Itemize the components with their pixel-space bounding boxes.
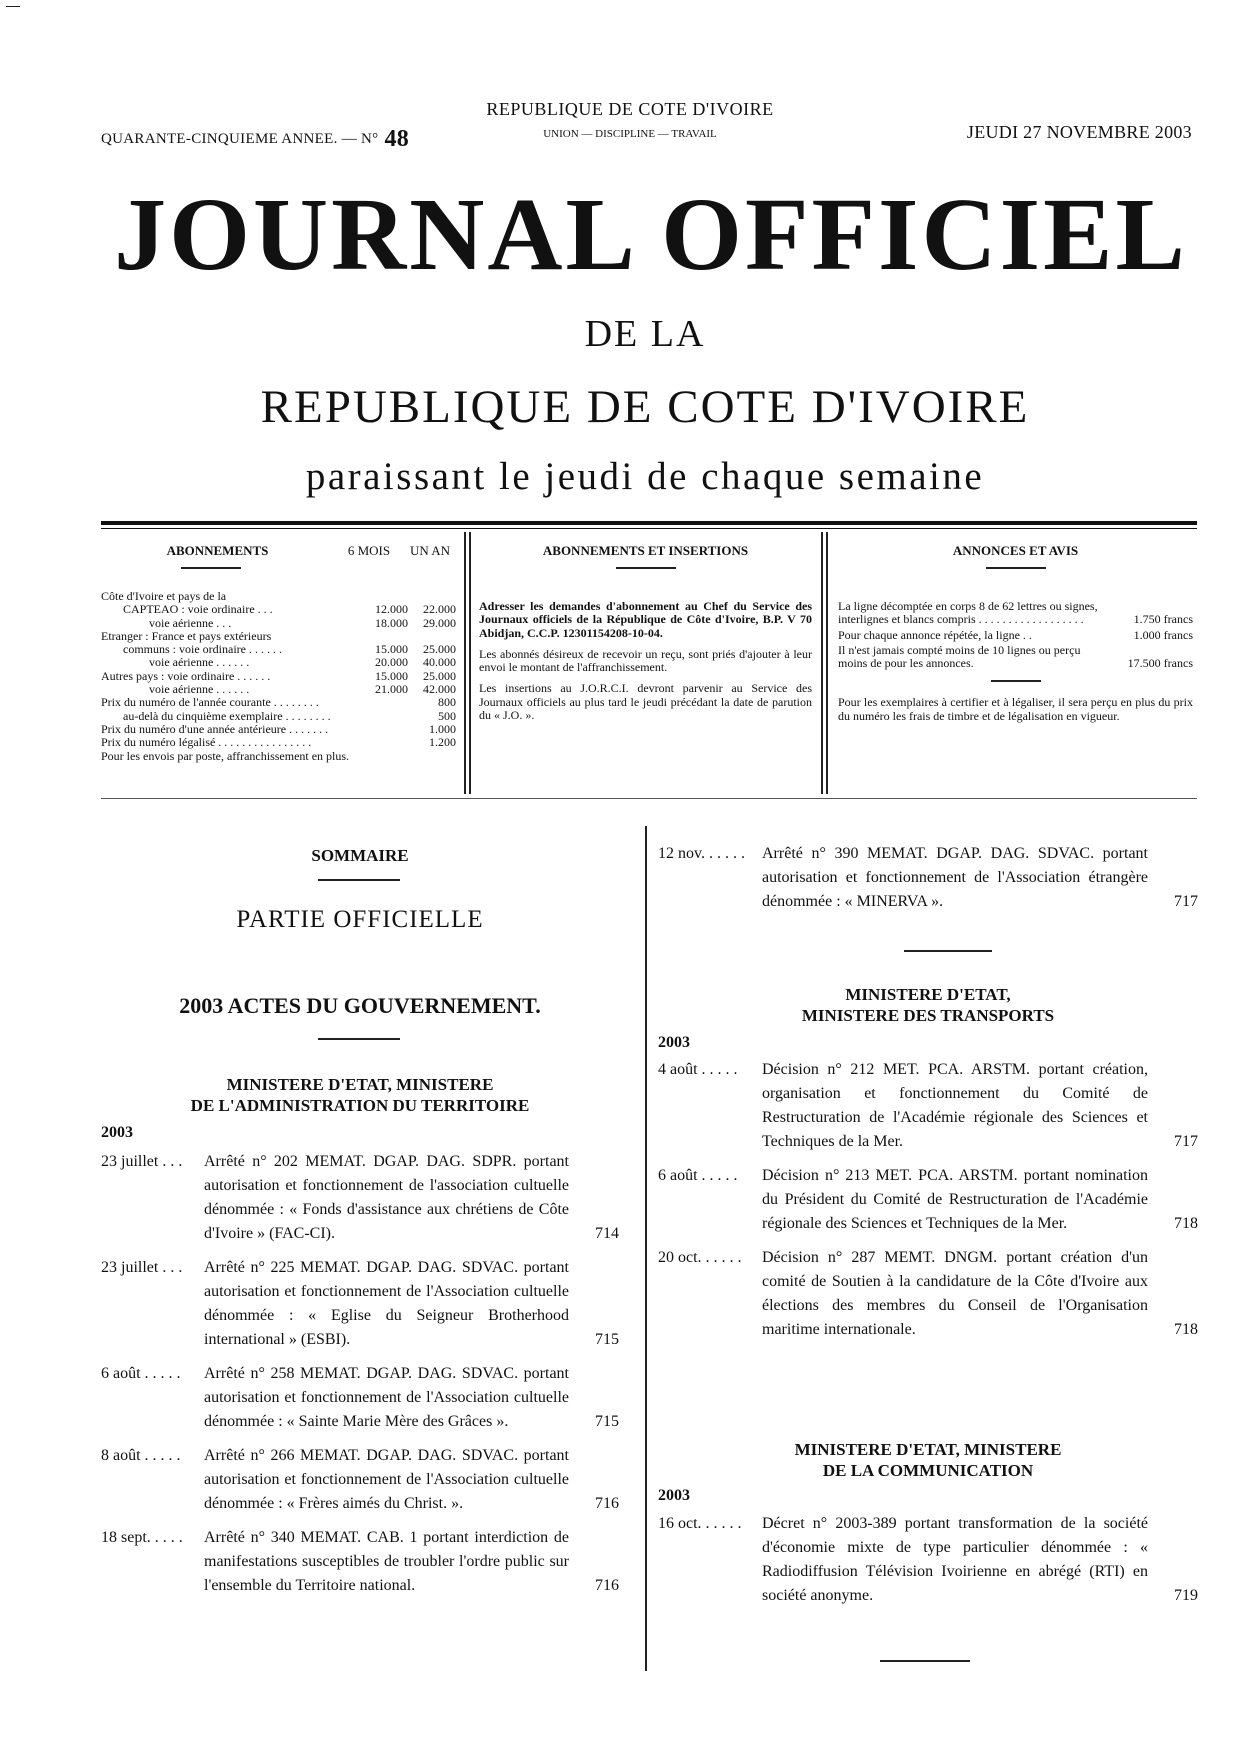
- col-1an: UN AN: [409, 543, 451, 558]
- abonnements-table: [101, 590, 456, 763]
- insertions-deadline-note: Les insertions au J.O.R.C.I. devront parvenir au Service des Journaux officiels au plus tard le jeudi précédant la date de parution du « J.O. ».: [479, 681, 812, 723]
- entry-page-number: 714: [595, 1225, 619, 1242]
- subscription-row: [101, 617, 456, 630]
- entry-page-number: 716: [595, 1495, 619, 1512]
- sommaire-entry[interactable]: [658, 842, 1198, 914]
- subscription-label: Etranger : France et pays extérieurs: [101, 629, 272, 643]
- subscription-label: CAPTEAO : voie ordinaire . . .: [123, 603, 273, 617]
- insertions-receipt-note: Les abonnés désireux de recevoir un reçu, sont priés d'ajouter à leur envoi le montant de l'affranchissement.: [479, 646, 812, 675]
- insertions-heading: ABONNEMENTS ET INSERTIONS: [542, 543, 749, 558]
- actes-rule: [318, 1038, 400, 1040]
- subscription-row: [101, 603, 456, 616]
- annonces-rates: [838, 600, 1193, 670]
- sommaire-entry[interactable]: [101, 1362, 619, 1434]
- subscription-label: voie aérienne . . .: [149, 616, 232, 630]
- price-un-an: 1.200: [429, 735, 456, 750]
- heading-underline: [986, 567, 1046, 569]
- ministry-communication-heading: [658, 1439, 1198, 1481]
- price-6-mois: 15.000: [375, 668, 408, 683]
- ministry-transports-line1: MINISTERE D'ETAT,: [845, 985, 1011, 1004]
- entry-page-number: 718: [1174, 1321, 1198, 1338]
- year-label: 2003: [658, 1487, 690, 1504]
- year-label: 2003: [101, 1124, 133, 1141]
- subscription-row: [101, 723, 456, 736]
- subscription-label: voie aérienne . . . . . .: [149, 656, 250, 670]
- subtitle-parution: paraissant le jeudi de chaque semaine: [305, 455, 985, 498]
- ministry-communication-line2: DE LA COMMUNICATION: [822, 1461, 1034, 1480]
- sommaire-entry[interactable]: [658, 1164, 1198, 1236]
- insertions-address: Adresser les demandes d'abonnement au Chef du Service des Journaux officiels de la République de Côte d'Ivoire, B.P. V 70 Abidjan, C.C.P. 12301154208-10-04.: [479, 599, 812, 640]
- subscription-row: [101, 710, 456, 723]
- communication-entries: [658, 1512, 1198, 1618]
- ministry-communication-line1: MINISTERE D'ETAT, MINISTERE: [794, 1440, 1062, 1459]
- minerva-entry-block: [658, 842, 1198, 914]
- price-6-mois: [362, 630, 408, 643]
- price-un-an: [408, 630, 456, 643]
- subscription-row: [101, 736, 456, 749]
- subscription-label: Pour les envois par poste, affranchissement en plus.: [101, 749, 350, 763]
- info-box-rule: [101, 798, 1197, 799]
- price-un-an: 25.000: [423, 668, 456, 683]
- subscription-label: voie aérienne . . . . . .: [149, 683, 250, 697]
- annonce-rate-row: [838, 629, 1193, 642]
- annee-label: QUARANTE-CINQUIEME ANNEE. — N°: [101, 131, 379, 147]
- entry-page-number: 718: [1174, 1215, 1198, 1232]
- end-rule: [880, 1660, 970, 1662]
- price-un-an: [408, 750, 456, 763]
- insertions-text: [479, 600, 812, 722]
- corner-mark: [6, 6, 20, 7]
- rates-divider: [991, 680, 1041, 682]
- sommaire-entry[interactable]: [101, 1526, 619, 1598]
- price-6-mois: [362, 696, 408, 709]
- entry-title: Arrêté n° 225 MEMAT. DGAP. DAG. SDVAC. portant autorisation et fonctionnement de l'Association cultuelle dénommée : « Eglise du Seigneur Brotherhood international » (ESBI).: [204, 1259, 569, 1348]
- price-un-an: 1.000: [429, 721, 456, 736]
- price-un-an: 800: [438, 695, 456, 710]
- annonce-rate-row: [838, 600, 1193, 627]
- subscription-row: [101, 750, 456, 763]
- sommaire-entry[interactable]: [101, 1150, 619, 1246]
- annonce-rate-price: 17.500 francs: [1127, 656, 1193, 671]
- subscription-row: [101, 670, 456, 683]
- subscription-row: [101, 656, 456, 669]
- national-motto: UNION — DISCIPLINE — TRAVAIL: [543, 128, 717, 140]
- actes-heading: 2003 ACTES DU GOUVERNEMENT.: [179, 993, 541, 1018]
- price-6-mois: [362, 750, 408, 763]
- subscription-row: [101, 643, 456, 656]
- entry-page-number: 719: [1174, 1587, 1198, 1604]
- annonce-rate-price: 1.000 francs: [1133, 627, 1193, 642]
- issue-number: 48: [384, 126, 410, 152]
- annonces-heading: ANNONCES ET AVIS: [952, 543, 1079, 558]
- entry-date: 18 sept. . . . .: [101, 1529, 183, 1546]
- entry-date: 8 août . . . . .: [101, 1447, 181, 1464]
- annonces-text: [838, 600, 1193, 723]
- sommaire-entry[interactable]: [658, 1512, 1198, 1608]
- heading-underline: [181, 567, 241, 569]
- ministry-admin-line2: DE L'ADMINISTRATION DU TERRITOIRE: [190, 1096, 530, 1115]
- price-un-an: 42.000: [423, 682, 456, 697]
- annonce-rate-price: 1.750 francs: [1133, 612, 1193, 627]
- entry-title: Arrêté n° 266 MEMAT. DGAP. DAG. SDVAC. portant autorisation et fonctionnement de l'Association cultuelle dénommée : « Frères aimés du Christ. ».: [204, 1447, 569, 1512]
- price-un-an: 22.000: [423, 602, 456, 617]
- subscription-label: Prix du numéro de l'année courante . . . . . . . .: [101, 696, 319, 710]
- insertions-header: [479, 543, 812, 569]
- abonnements-heading: ABONNEMENTS: [166, 543, 269, 558]
- price-6-mois: [362, 710, 408, 723]
- entry-date: 12 nov. . . . . .: [658, 845, 745, 862]
- entry-date: 20 oct. . . . . .: [658, 1249, 742, 1266]
- journal-title: JOURNAL OFFICIEL: [114, 177, 1188, 292]
- masthead-rule: [101, 521, 1197, 525]
- subscription-label: au-delà du cinquième exemplaire . . . . . . . .: [123, 709, 331, 723]
- column-divider: [645, 826, 647, 1671]
- sommaire-heading: SOMMAIRE: [311, 846, 409, 865]
- issue-date: JEUDI 27 NOVEMBRE 2003: [966, 122, 1192, 142]
- heading-underline: [616, 567, 676, 569]
- price-6-mois: 21.000: [375, 682, 408, 697]
- transports-entries: [658, 1058, 1198, 1352]
- subscription-row: [101, 683, 456, 696]
- entry-date: 6 août . . . . .: [101, 1365, 181, 1382]
- entry-date: 4 août . . . . .: [658, 1061, 738, 1078]
- entry-title: Décision n° 212 MET. PCA. ARSTM. portant création, organisation et fonctionnement du Comité de Restructuration de l'Académie régionale des Sciences et Techniques de la Mer.: [762, 1061, 1148, 1150]
- subscription-row: [101, 696, 456, 709]
- subscription-label: Autres pays : voie ordinaire . . . . . .: [101, 669, 271, 683]
- sommaire-rule: [318, 879, 400, 881]
- price-un-an: 29.000: [423, 615, 456, 630]
- price-6-mois: 18.000: [375, 615, 408, 630]
- annonce-rate-label: La ligne décomptée en corps 8 de 62 lettres ou signes, interlignes et blancs compris . . . . . . . . . . . . . . . . . .: [838, 599, 1098, 627]
- entry-date: 16 oct. . . . . .: [658, 1515, 742, 1532]
- sommaire-entry[interactable]: [658, 1246, 1198, 1342]
- entry-title: Arrêté n° 202 MEMAT. DGAP. DAG. SDPR. portant autorisation et fonctionnement de l'association cultuelle dénommée : « Fonds d'assistance aux chrétiens de Côte d'Ivoire » (FAC-CI).: [204, 1153, 569, 1242]
- price-6-mois: [362, 723, 408, 736]
- price-un-an: [408, 590, 456, 603]
- entry-page-number: 715: [595, 1331, 619, 1348]
- subscription-row: [101, 630, 456, 643]
- entry-title: Décision n° 213 MET. PCA. ARSTM. portant nomination du Président du Comité de Restructuration de l'Académie régionale des Sciences et Techniques de la Mer.: [762, 1167, 1148, 1232]
- subscription-row: [101, 590, 456, 603]
- annonces-legalisation-note: Pour les exemplaires à certifier et à légaliser, il sera perçu en plus du prix du numéro les frais de timbre et de légalisation en vigueur.: [838, 695, 1193, 723]
- subscription-label: communs : voie ordinaire . . . . . .: [123, 643, 282, 657]
- annonce-rate-row: [838, 644, 1193, 671]
- entry-page-number: 717: [1174, 1133, 1198, 1150]
- year-label: 2003: [658, 1034, 690, 1051]
- ministry-transports-line2: MINISTERE DES TRANSPORTS: [801, 1006, 1055, 1025]
- entry-title: Décision n° 287 MEMT. DNGM. portant création d'un comité de Soutien à la candidature de la Côte d'Ivoire aux élections des membres du Conseil de l'Organisation maritime internationale.: [762, 1249, 1148, 1338]
- annonces-header: [838, 543, 1193, 569]
- annonce-rate-label: Pour chaque annonce répétée, la ligne . .: [838, 627, 1032, 642]
- price-6-mois: 12.000: [375, 602, 408, 617]
- subscription-label: Prix du numéro d'une année antérieure . . . . . . .: [101, 722, 329, 736]
- sommaire-entry[interactable]: [101, 1444, 619, 1516]
- partie-officielle: PARTIE OFFICIELLE: [236, 906, 484, 933]
- republic-block: [430, 99, 830, 140]
- subtitle-republique: REPUBLIQUE DE COTE D'IVOIRE: [260, 381, 1030, 433]
- entry-title: Arrêté n° 390 MEMAT. DGAP. DAG. SDVAC. portant autorisation et fonctionnement de l'Association étrangère dénommée : « MINERVA ».: [762, 845, 1148, 910]
- entry-title: Arrêté n° 258 MEMAT. DGAP. DAG. SDVAC. portant autorisation et fonctionnement de l'Association cultuelle dénommée : « Sainte Marie Mère des Grâces ».: [204, 1365, 569, 1430]
- box-divider: [469, 532, 471, 794]
- abonnements-header: [101, 543, 456, 569]
- price-6-mois: [362, 736, 408, 749]
- subscription-label: Prix du numéro légalisé . . . . . . . . . . . . . . . .: [101, 736, 312, 750]
- annonce-rate-label: Il n'est jamais compté moins de 10 lignes ou perçu moins de pour les annonces.: [838, 642, 1081, 671]
- price-6-mois: [362, 590, 408, 603]
- masthead-rule-thin: [101, 528, 1197, 529]
- entry-page-number: 716: [595, 1577, 619, 1594]
- box-divider: [826, 532, 828, 794]
- ministry-transports-heading: [658, 984, 1198, 1026]
- section-rule: [904, 950, 992, 952]
- entry-date: 6 août . . . . .: [658, 1167, 738, 1184]
- ministry-admin-line1: MINISTERE D'ETAT, MINISTERE: [226, 1075, 494, 1094]
- entry-page-number: 717: [1174, 893, 1198, 910]
- entry-page-number: 715: [595, 1413, 619, 1430]
- entry-date: 23 juillet . . .: [101, 1153, 183, 1170]
- ministry-admin-heading: [101, 1074, 619, 1116]
- price-un-an: 500: [438, 708, 456, 723]
- subtitle-de-la: DE LA: [584, 313, 706, 355]
- entry-title: Décret n° 2003-389 portant transformation de la société d'économie mixte de type particulier dénommée : « Radiodiffusion Télévision Ivoirienne en abrégé (RTI) en société anonyme.: [762, 1515, 1148, 1604]
- sommaire-entry[interactable]: [658, 1058, 1198, 1154]
- entry-date: 23 juillet . . .: [101, 1259, 183, 1276]
- subscription-label: Côte d'Ivoire et pays de la: [101, 590, 227, 603]
- price-6-mois: 15.000: [375, 642, 408, 657]
- col-6mois: 6 MOIS: [347, 543, 391, 558]
- box-divider: [821, 532, 823, 794]
- issue-line: [101, 126, 409, 153]
- box-divider: [464, 532, 466, 794]
- price-un-an: 40.000: [423, 655, 456, 670]
- price-un-an: 25.000: [423, 642, 456, 657]
- price-6-mois: 20.000: [375, 655, 408, 670]
- republic-name: REPUBLIQUE DE COTE D'IVOIRE: [486, 99, 774, 119]
- admin-entries: [101, 1150, 619, 1608]
- entry-title: Arrêté n° 340 MEMAT. CAB. 1 portant interdiction de manifestations susceptibles de troubler l'ordre public sur l'ensemble du Territoire national.: [204, 1529, 569, 1594]
- sommaire-entry[interactable]: [101, 1256, 619, 1352]
